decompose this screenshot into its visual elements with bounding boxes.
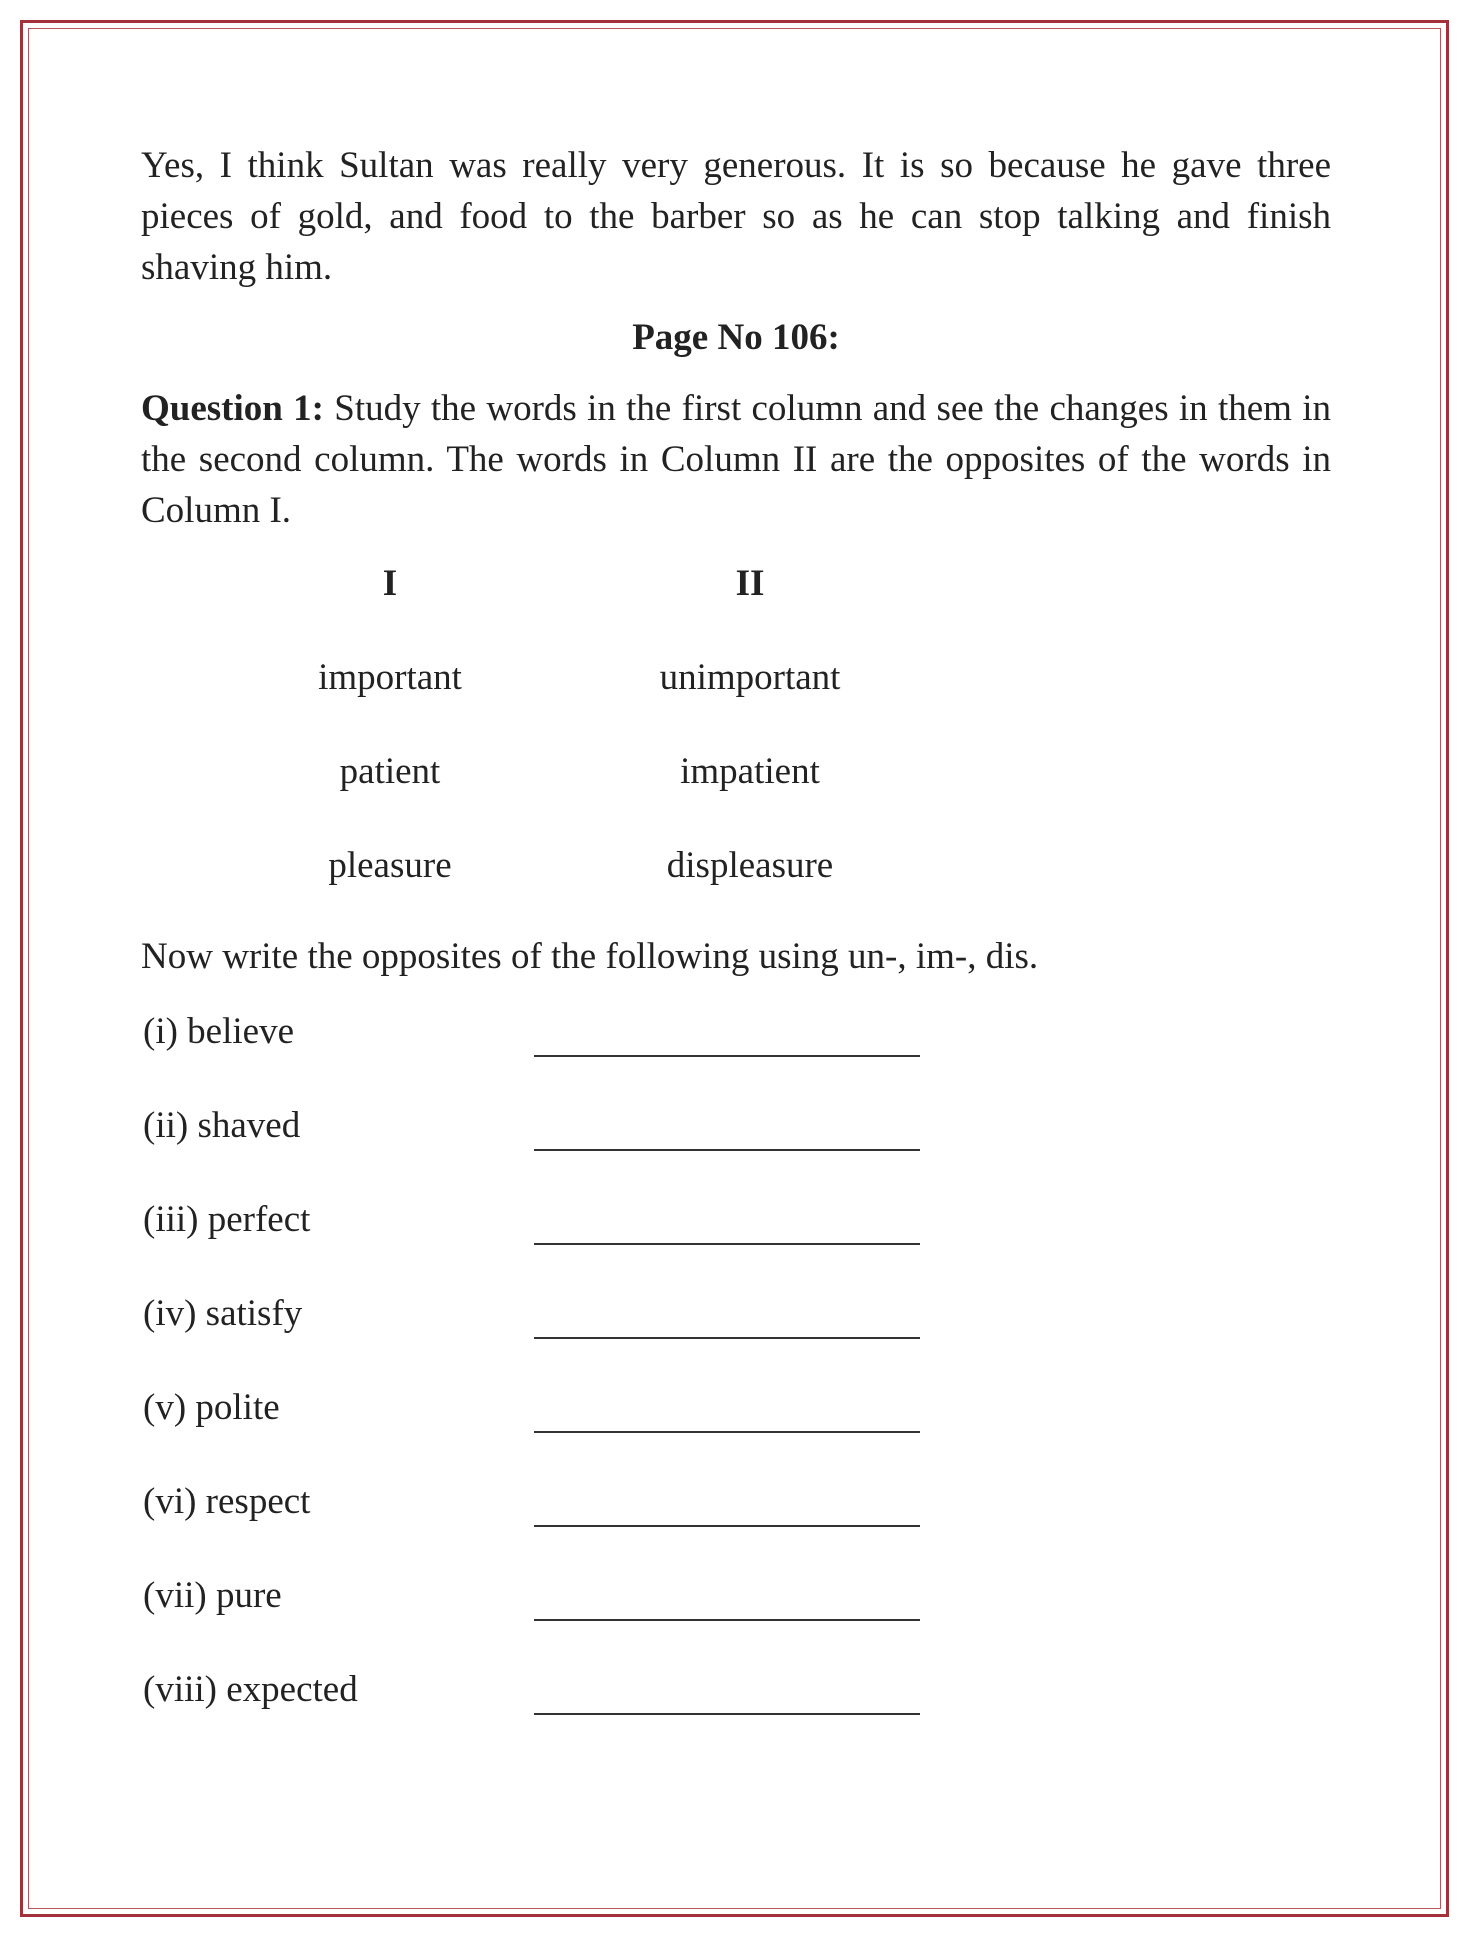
exercise-item-label: (iv) satisfy: [143, 1293, 303, 1334]
word-col1-row2: patient: [339, 751, 441, 792]
exercise-item: [143, 1480, 943, 1540]
answer-blank-line[interactable]: [534, 1149, 920, 1151]
word-col2-row2: impatient: [680, 751, 820, 792]
page-heading: Page No 106:: [632, 317, 840, 358]
exercise-item: [143, 1292, 943, 1352]
exercise-item: [143, 1574, 943, 1634]
answer-blank-line[interactable]: [534, 1055, 920, 1057]
exercise-item: [143, 1668, 943, 1728]
answer-blank-line[interactable]: [534, 1337, 920, 1339]
word-col1-row1: important: [318, 657, 462, 698]
column-header-1: I: [382, 563, 398, 604]
word-col1-row3: pleasure: [328, 845, 452, 886]
answer-blank-line[interactable]: [534, 1619, 920, 1621]
answer-blank-line[interactable]: [534, 1713, 920, 1715]
exercise-item-label: (vi) respect: [143, 1481, 311, 1522]
column-header-2: II: [735, 563, 765, 604]
word-col2-row3: displeasure: [666, 845, 834, 886]
instruction-text: Now write the opposites of the following using un-, im-, dis.: [141, 936, 1039, 977]
exercise-item-label: (vii) pure: [143, 1575, 282, 1616]
exercise-item: [143, 1104, 943, 1164]
question-paragraph: [141, 383, 1331, 536]
answer-blank-line[interactable]: [534, 1243, 920, 1245]
exercise-item-label: (ii) shaved: [143, 1105, 301, 1146]
answer-blank-line[interactable]: [534, 1525, 920, 1527]
exercise-item: [143, 1198, 943, 1258]
exercise-item: [143, 1010, 943, 1070]
word-col2-row1: unimportant: [659, 657, 841, 698]
exercise-item-label: (viii) expected: [143, 1669, 358, 1710]
question-label: Question 1:: [141, 388, 324, 429]
exercise-item-label: (iii) perfect: [143, 1199, 311, 1240]
exercise-item-label: (v) polite: [143, 1387, 280, 1428]
question-text: Study the words in the first column and see the changes in them in the second column. The words in Column II are the opposites of the words in Column I.: [141, 388, 1332, 531]
answer-paragraph: Yes, I think Sultan was really very generous. It is so because he gave three pieces of gold, and food to the barber so as he can stop talking and finish shaving him.: [141, 145, 1331, 288]
exercise-item: [143, 1386, 943, 1446]
answer-blank-line[interactable]: [534, 1431, 920, 1433]
exercise-item-label: (i) believe: [143, 1011, 294, 1052]
